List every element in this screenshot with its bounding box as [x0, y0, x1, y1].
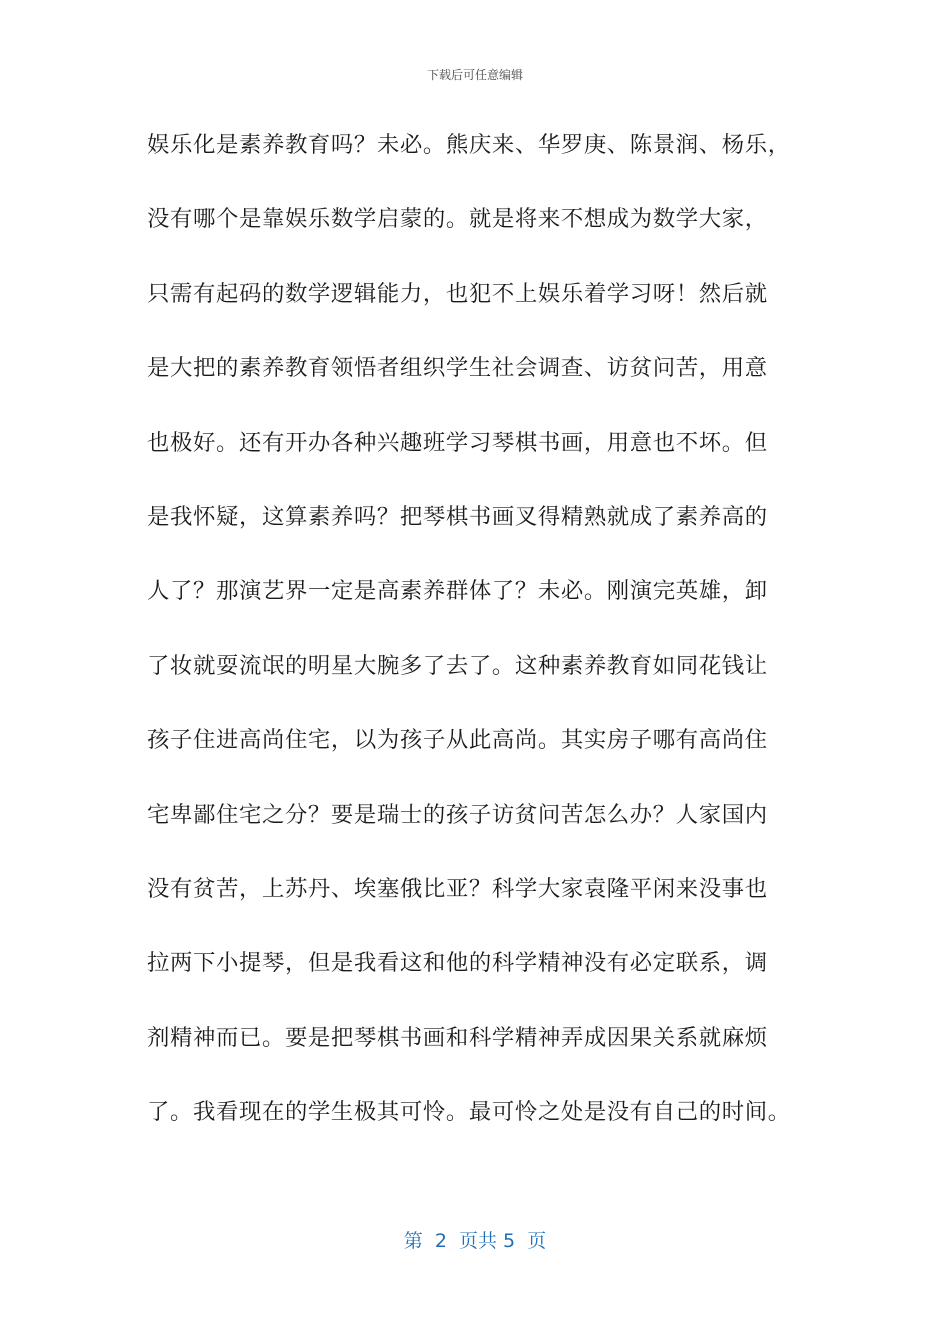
text-line: 拉两下小提琴，但是我看这和他的科学精神没有必定联系，调: [147, 950, 768, 977]
body-text: [147, 126, 827, 1167]
page-number-footer: 第 2 页共 5 页: [403, 1230, 547, 1252]
page-header: 下载后可任意编辑: [426, 68, 523, 82]
text-line: 剂精神而已。要是把琴棋书画和科学精神弄成因果关系就麻烦: [147, 1024, 768, 1051]
text-line: 是大把的素养教育领悟者组织学生社会调查、访贫问苦，用意: [147, 355, 768, 382]
text-line: 只需有起码的数学逻辑能力，也犯不上娱乐着学习呀！然后就: [147, 280, 768, 307]
text-line: 了。我看现在的学生极其可怜。最可怜之处是没有自己的时间。: [147, 1099, 791, 1126]
text-line: 也极好。还有开办各种兴趣班学习琴棋书画，用意也不坏。但: [147, 429, 768, 456]
text-line: 了妆就耍流氓的明星大腕多了去了。这种素养教育如同花钱让: [147, 652, 768, 679]
text-line: 没有贫苦，上苏丹、埃塞俄比亚？科学大家袁隆平闲来没事也: [147, 875, 768, 902]
text-line: 娱乐化是素养教育吗？未必。熊庆来、华罗庚、陈景润、杨乐，: [147, 132, 791, 158]
text-line: 是我怀疑，这算素养吗？把琴棋书画叉得精熟就成了素养高的: [147, 503, 768, 530]
text-line: 孩子住进高尚住宅，以为孩子从此高尚。其实房子哪有高尚住: [147, 727, 768, 754]
text-line: 没有哪个是靠娱乐数学启蒙的。就是将来不想成为数学大家，: [147, 206, 768, 233]
text-line: 宅卑鄙住宅之分？要是瑞士的孩子访贫问苦怎么办？人家国内: [147, 801, 768, 828]
text-line: 人了？那演艺界一定是高素养群体了？未必。刚演完英雄，卸: [147, 578, 768, 605]
